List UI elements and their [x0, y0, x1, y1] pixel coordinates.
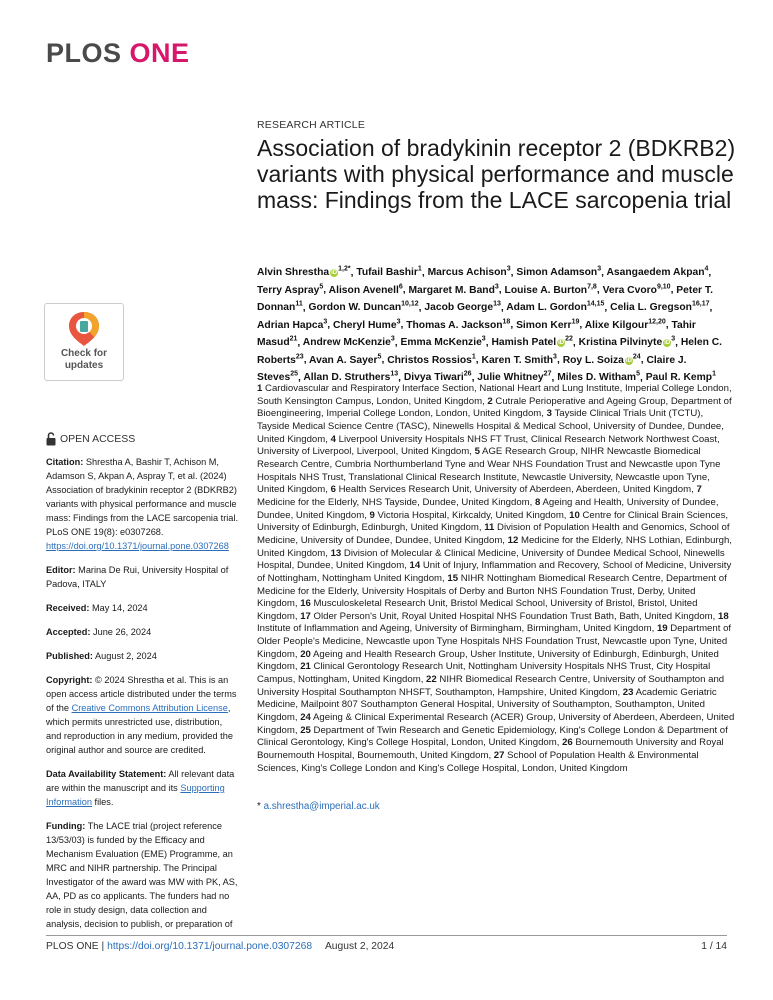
author-name-text: Adrian Hapca	[257, 319, 324, 331]
check-updates-icon	[67, 310, 101, 348]
author-name	[516, 267, 601, 278]
author-affiliation-sup: 5	[377, 353, 382, 361]
footer-divider	[46, 935, 727, 936]
author-name-text: Alixe Kilgour	[584, 319, 649, 331]
author-name-text: Roy L. Soiza	[562, 354, 624, 366]
author-name-text: Tahir Masud	[257, 319, 696, 349]
published-date: August 2, 2024	[95, 651, 157, 661]
author-name	[401, 337, 486, 348]
author-affiliation-sup: 23	[295, 353, 304, 361]
author-affiliation-sup: 27	[543, 370, 552, 378]
accepted-block	[46, 625, 238, 639]
author-affiliation-sup: 1	[712, 370, 716, 378]
orcid-icon[interactable]: iD	[558, 340, 565, 347]
author-name	[257, 320, 327, 331]
corresponding-author	[257, 801, 380, 812]
author-name-text: Alison Avenell	[328, 284, 399, 296]
author-affiliation-sup: 13	[493, 300, 501, 308]
author-name-text: Terry Aspray	[257, 284, 320, 296]
author-affiliation-sup: 3	[671, 335, 676, 343]
affiliation-text: AGE Research Group, NIHR Newcastle Biomedical Research Centre, Cumbria Northumberland Tyne and Wear NHS Foundation Trust and Newcastle upon Tyne Hospitals NHS Trust, Translational Clinical Research Institute, Newcastle University, Newcastle upon Tyne, United Kingdom,	[257, 446, 721, 496]
affiliation-number: 26	[562, 737, 573, 749]
author-name	[329, 285, 403, 296]
author-name-text: Tufail Bashir	[356, 267, 418, 279]
author-affiliation-sup: 3	[506, 266, 511, 273]
logo-one: ONE	[129, 38, 190, 68]
supporting-information-link[interactable]: Supporting Information	[46, 783, 225, 807]
affiliation-number: 25	[300, 724, 311, 736]
copyright-text-1: © 2024 Shrestha et al. This is an open access article distributed under the terms of the	[46, 675, 237, 713]
affiliation-text: Division of Population Health and Genomics, School of Medicine, University of Dundee, Dundee, United Kingdom,	[257, 522, 730, 546]
author-affiliation-sup: 5	[319, 283, 324, 291]
author-name-text: Christos Rossios	[387, 354, 472, 366]
article-title: Association of bradykinin receptor 2 (BDKRB2) variants with physical performance and muscle mass: Findings from the LACE sarcopenia trial	[257, 135, 736, 213]
article-info-sidebar	[46, 455, 238, 941]
affiliation-number: 3	[546, 408, 552, 420]
orcid-icon[interactable]: iD	[331, 270, 338, 277]
author-name-text: Peter T. Donnan	[257, 284, 713, 314]
orcid-icon[interactable]: iD	[664, 340, 671, 347]
copyright-block	[46, 673, 238, 757]
editor-text: Marina De Rui, University Hospital of Padova, ITALY	[46, 565, 229, 589]
affiliation-text: NIHR Biomedical Research Centre, University of Southampton and University Hospital Southampton NHSFT, Southampton, Hampshire, United Kingdom,	[257, 674, 725, 698]
author-affiliation-sup: 6	[398, 283, 403, 291]
author-name-text: Allan D. Struthers	[303, 371, 391, 383]
affiliation-text: Department of Older People's Medicine, Newcastle upon Tyne Hospitals NHS Foundation Trust, Newcastle upon Tyne, United Kingdom,	[257, 623, 732, 660]
affiliation-number: 1	[257, 383, 263, 394]
author-name-text: Hamish Patel	[491, 337, 557, 349]
corresponding-star: *	[257, 801, 261, 812]
affiliation-number: 15	[447, 572, 459, 584]
affiliation-text: Victoria Hospital, Kirkcaldy, United Kingdom,	[374, 509, 570, 521]
affiliation-text: Liverpool University Hospitals NHS FT Trust, Clinical Research Network Northwest Coast, University of Liverpool, Liverpool, United Kingdom,	[257, 433, 720, 458]
check-for-updates-badge[interactable]	[44, 303, 124, 381]
author-affiliation-sup: 4	[704, 266, 709, 273]
affiliation-text: Cardiovascular and Respiratory Interface Section, National Heart and Lung Institute, Imperial College London, South Kensington Campus, London, United Kingdom,	[257, 383, 732, 407]
page-number: 1 / 14	[701, 941, 727, 952]
affiliation-number: 19	[656, 623, 668, 635]
accepted-label: Accepted:	[46, 627, 91, 637]
affiliation-number: 13	[330, 547, 342, 559]
author-affiliation-sup: 21	[289, 335, 298, 343]
affiliation-text: Musculoskeletal Research Unit, Bristol Medical School, University of Bristol, Bristol, United Kingdom,	[257, 598, 698, 622]
author-name-text: Julie Whitney	[477, 371, 544, 383]
author-name	[303, 337, 395, 348]
affiliation-number: 20	[300, 648, 311, 660]
author-name-text: Adam L. Gordon	[506, 302, 587, 314]
affiliation-text: Ageing and Health Research Group, Usher Institute, University of Edinburgh, Edinburgh, United Kingdom,	[257, 648, 719, 673]
author-name-text: Simon Adamson	[516, 267, 598, 279]
author-list: Alvin Shrestha $iD^{1,2*}$, Tufail Bashir$^1$, Marcus Achison$^3$, Simon Adamson$^3$, Asangaedem Akpan$^4$, Terry Aspray$^5$, Alison Avenell$^6$, Margaret M. Band$^3$, Louise A. Burton$^{7,8}$, Vera Cvoro$^{9,10}$, Peter T. Donnan$^{11}$, Gordon W. Duncan$^{10,12}$, Jacob George$^{13}$, Adam L. Gordon$^{14,15}$, Celia L. Gregson$^{16,17}$, Adrian Hapca$^3$, Cheryl Hume$^3$, Thomas A. Jackson$^{18}$, Simon Kerr$^{19}$, Alixe Kilgour$^{12,20}$, Tahir Masud$^{21}$, Andrew McKenzie$^3$, Emma McKenzie$^3$, Hamish Patel $iD^{22}$, Kristina Pilvinyte $iD^3$, Helen C. Roberts$^{23}$, Avan A. Sayer$^5$, Christos Rossios$^1$, Karen T. Smith$^3$, Roy L. Soiza $iD^{24}$, Claire J. Steves$^{25}$, Allan D. Struthers$^{13}$, Divya Tiwari$^{26}$, Julie Whitney$^{27}$, Miles D. Witham$^5$, Paul R. Kemp$^1$	[257, 266, 723, 383]
author-name	[477, 372, 551, 383]
author-affiliation-sup: 5	[636, 370, 640, 378]
affiliation-text: Ageing and Health, University of Dundee, Dundee, United Kingdom,	[257, 496, 719, 521]
author-affiliation-sup: 1	[417, 266, 422, 273]
author-affiliation-sup: 9,10	[656, 283, 671, 291]
author-affiliation-sup: 26	[463, 370, 472, 378]
author-name-text: Emma McKenzie	[400, 337, 482, 349]
author-name-text: Avan A. Sayer	[309, 354, 378, 366]
logo-plos: PLOS	[46, 38, 122, 68]
author-affiliation-sup: 14,15	[586, 300, 605, 308]
author-name-text: Andrew McKenzie	[302, 337, 391, 349]
author-name	[516, 320, 579, 331]
author-name	[610, 302, 709, 313]
author-name	[585, 320, 666, 331]
author-name	[333, 320, 400, 331]
author-affiliation-sup: 1,2*	[338, 266, 351, 273]
author-affiliation-sup: 3	[597, 266, 602, 273]
author-name	[309, 355, 381, 366]
affiliation-text: Ageing & Clinical Experimental Research (ACER) Group, University of Aberdeen, Aberdeen, United Kingdom,	[257, 712, 735, 736]
published-label: Published:	[46, 651, 93, 661]
author-name	[557, 372, 640, 383]
citation-block	[46, 455, 238, 553]
affiliation-number: 17	[300, 610, 311, 622]
affiliation-number: 14	[409, 560, 421, 572]
author-name-text: Asangaedem Akpan	[606, 267, 705, 279]
affiliation-text: Bournemouth University and Royal Bournemouth Hospital, Bournemouth, United Kingdom,	[257, 737, 724, 762]
corresponding-email[interactable]: a.shrestha@imperial.ac.uk	[263, 801, 380, 812]
journal-logo	[46, 38, 190, 69]
author-affiliation-sup: 13	[390, 370, 399, 378]
author-name	[257, 285, 323, 296]
open-access-text: OPEN ACCESS	[60, 433, 136, 445]
author-name-text: Paul R. Kemp	[645, 371, 713, 383]
author-affiliation-sup: 25	[290, 370, 299, 378]
affiliation-number: 12	[507, 534, 519, 546]
author-affiliation-sup: 3	[323, 318, 328, 326]
author-name	[646, 372, 716, 383]
funding-block	[46, 819, 238, 931]
orcid-icon[interactable]: iD	[625, 357, 632, 364]
affiliation-text: Department of Twin Research and Genetic Epidemiology, King's College London & Department of Clinical Gerontology, King's College Hospital, London, United Kingdom,	[257, 724, 728, 749]
data-availability-block	[46, 767, 238, 809]
affiliation-text: Medicine for the Elderly, NHS Tayside, Dundee, United Kingdom,	[257, 496, 536, 508]
author-name	[505, 285, 597, 296]
editor-label: Editor:	[46, 565, 76, 575]
author-affiliation-sup: 3	[396, 318, 401, 326]
author-name-text: Vera Cvoro	[602, 284, 657, 296]
author-name	[404, 372, 472, 383]
badge-line1: Check for	[60, 348, 108, 359]
data-availability-text: All relevant data are within the manuscript and its	[46, 769, 235, 793]
open-lock-icon	[46, 432, 56, 446]
affiliation-text: Medicine for the Elderly, NHS Lothian, Edinburgh, United Kingdom,	[257, 534, 732, 559]
author-name-text: Alvin Shrestha	[257, 267, 330, 279]
author-name	[606, 267, 708, 278]
author-name	[303, 372, 398, 383]
author-name	[408, 285, 498, 296]
affiliation-text: Centre for Clinical Brain Sciences, University of Edinburgh, Edinburgh, United Kingdom,	[257, 509, 729, 534]
author-affiliation-sup: 3	[494, 283, 499, 291]
page-footer	[46, 941, 394, 952]
footer-date: August 2, 2024	[324, 941, 395, 952]
author-affiliation-sup: 12,20	[648, 318, 666, 326]
editor-block	[46, 563, 238, 591]
author-affiliation-sup: 1	[471, 353, 476, 361]
author-affiliation-sup: 7,8	[587, 283, 597, 291]
footer-doi-link[interactable]: https://doi.org/10.1371/journal.pone.0307268	[107, 941, 313, 952]
affiliation-number: 11	[484, 522, 495, 534]
author-name-text: Cheryl Hume	[333, 319, 397, 331]
author-name	[428, 267, 511, 278]
affiliation-number: 6	[330, 484, 336, 496]
affiliation-text: Older Person's Unit, Royal United Hospital NHS Foundation Trust Bath, Bath, United Kingdom,	[310, 610, 718, 622]
author-affiliation-sup: 19	[571, 318, 580, 326]
copyright-text-2: , which permits unrestricted use, distribution, and reproduction in any medium, provided the original author and source are credited.	[46, 703, 233, 755]
author-name-text: Jacob George	[424, 302, 494, 314]
author-name	[257, 267, 351, 278]
author-affiliation-sup: 3	[481, 335, 486, 343]
author-name	[603, 285, 671, 296]
author-name	[506, 302, 604, 313]
affiliation-text: Health Services Research Unit, University of Aberdeen, Aberdeen, United Kingdom,	[335, 484, 697, 496]
author-affiliation-sup: 22	[565, 335, 573, 343]
author-affiliation-sup: 3	[553, 353, 557, 361]
check-updates-text	[45, 348, 123, 372]
copyright-label: Copyright:	[46, 675, 93, 685]
author-name	[356, 267, 422, 278]
affiliation-text: Division of Molecular & Clinical Medicine, University of Dundee Medical School, Ninewells Hospital, Dundee, United Kingdom,	[257, 547, 725, 572]
affiliation-text: NIHR Nottingham Biomedical Research Centre, Department of Medicine for the Elderly, University Hospitals of Derby and Burton NHS Foundation Trust, Derby, United Kingdom,	[257, 572, 727, 610]
affiliation-number: 23	[622, 686, 634, 698]
author-name	[406, 320, 510, 331]
affiliation-number: 5	[474, 446, 480, 458]
affiliation-number: 10	[569, 509, 580, 521]
affiliation-list	[257, 383, 735, 775]
footer-journal: PLOS ONE	[46, 941, 99, 952]
author-affiliation-sup: 3	[390, 335, 395, 343]
citation-label: Citation:	[46, 457, 84, 467]
author-name	[491, 337, 572, 348]
affiliation-text: Cutrale Perioperative and Ageing Group, Department of Bioengineering, Imperial College London, London, United Kingdom,	[257, 395, 732, 420]
affiliation-number: 18	[717, 610, 729, 622]
author-name-text: Miles D. Witham	[557, 371, 637, 383]
cc-license-link[interactable]: Creative Commons Attribution License	[71, 703, 228, 713]
accepted-date: June 26, 2024	[92, 627, 152, 637]
author-name	[482, 355, 557, 366]
affiliation-text: Tayside Clinical Trials Unit (TCTU), Tayside Medical Science Centre (TASC), Ninewells Hospital & Medical School, University of Dundee, Dundee, United Kingdom,	[257, 408, 724, 445]
received-label: Received:	[46, 603, 90, 613]
data-availability-text-2: files.	[94, 797, 114, 807]
badge-line2: updates	[64, 360, 104, 371]
author-affiliation-sup: 24	[632, 353, 641, 361]
affiliation-number: 7	[696, 484, 702, 496]
author-name	[563, 355, 641, 366]
article-type: RESEARCH ARTICLE	[257, 119, 366, 131]
citation-text: Shrestha A, Bashir T, Achison M, Adamson S, Akpan A, Aspray T, et al. (2024) Association of bradykinin receptor 2 (BDKRB2) variants with physical performance and muscle mass: Findings from the LACE sarcopenia trial. PLoS ONE 19(8): e0307268.	[46, 457, 238, 537]
author-name-text: Gordon W. Duncan	[308, 302, 402, 314]
author-name-text: Margaret M. Band	[408, 284, 495, 296]
affiliation-number: 16	[300, 598, 311, 610]
affiliation-text: Academic Geriatric Medicine, Mailpoint 807 Southampton General Hospital, University of Southampton, Southampton, United Kingdom,	[257, 686, 717, 724]
received-block	[46, 601, 238, 615]
published-block	[46, 649, 238, 663]
affiliation-text: School of Population Health & Environmental Sciences, King's College London and King's College Hospital, London, United Kingdom	[257, 750, 699, 774]
author-name	[579, 337, 675, 348]
author-name-text: Thomas A. Jackson	[406, 319, 503, 331]
affiliation-number: 4	[330, 433, 336, 445]
author-affiliation-sup: 18	[502, 318, 511, 326]
affiliation-text: Clinical Gerontology Research Unit, Nottingham University Hospitals NHS Trust, City Hospital Campus, Nottingham, United Kingdom,	[257, 661, 711, 686]
affiliation-number: 27	[493, 750, 505, 762]
author-name-text: Simon Kerr	[516, 319, 572, 331]
author-name	[308, 302, 418, 313]
author-name-text: Divya Tiwari	[403, 371, 464, 383]
affiliation-text: Institute of Inflammation and Ageing, University of Birmingham, Birmingham, United Kingdom,	[257, 623, 657, 635]
affiliation-text: Unit of Injury, Inflammation and Recovery, School of Medicine, University of Nottingham, Nottingham United Kingdom,	[257, 560, 732, 584]
funding-label: Funding:	[46, 821, 86, 831]
received-date: May 14, 2024	[91, 603, 148, 613]
data-availability-label: Data Availability Statement:	[46, 769, 167, 779]
affiliation-number: 21	[300, 661, 311, 673]
affiliation-number: 9	[369, 509, 375, 521]
author-affiliation-sup: 10,12	[401, 300, 419, 308]
author-name-text: Louise A. Burton	[504, 284, 588, 296]
citation-doi-link[interactable]: https://doi.org/10.1371/journal.pone.0307268	[46, 541, 229, 551]
author-name-text: Karen T. Smith	[481, 354, 554, 366]
author-name-text: Claire J. Steves	[257, 354, 687, 383]
affiliation-number: 24	[300, 712, 311, 724]
author-name-text: Celia L. Gregson	[610, 302, 692, 314]
author-name	[387, 355, 476, 366]
author-affiliation-sup: 16,17	[691, 300, 710, 308]
author-name-text: Kristina Pilvinyte	[578, 337, 663, 349]
author-name	[424, 302, 500, 313]
author-name-text: Helen C. Roberts	[257, 337, 723, 366]
affiliation-number: 8	[535, 496, 541, 508]
funding-text: The LACE trial (project reference 13/53/03) is funded by the Efficacy and Mechanism Evaluation (EME) Programme, an MRC and NIHR partnership. The Principal Investigator of the award was MW with PK, AS, AA, PD as co applicants. The funders had no role in study design, data collection and analysis, decision to publish, or preparation of	[46, 821, 238, 929]
affiliation-number: 22	[426, 674, 437, 686]
author-name-text: Marcus Achison	[427, 267, 507, 279]
author-affiliation-sup: 11	[295, 300, 303, 308]
open-access-label	[46, 432, 135, 446]
affiliation-number: 2	[487, 395, 493, 407]
footer-separator: |	[101, 941, 105, 952]
